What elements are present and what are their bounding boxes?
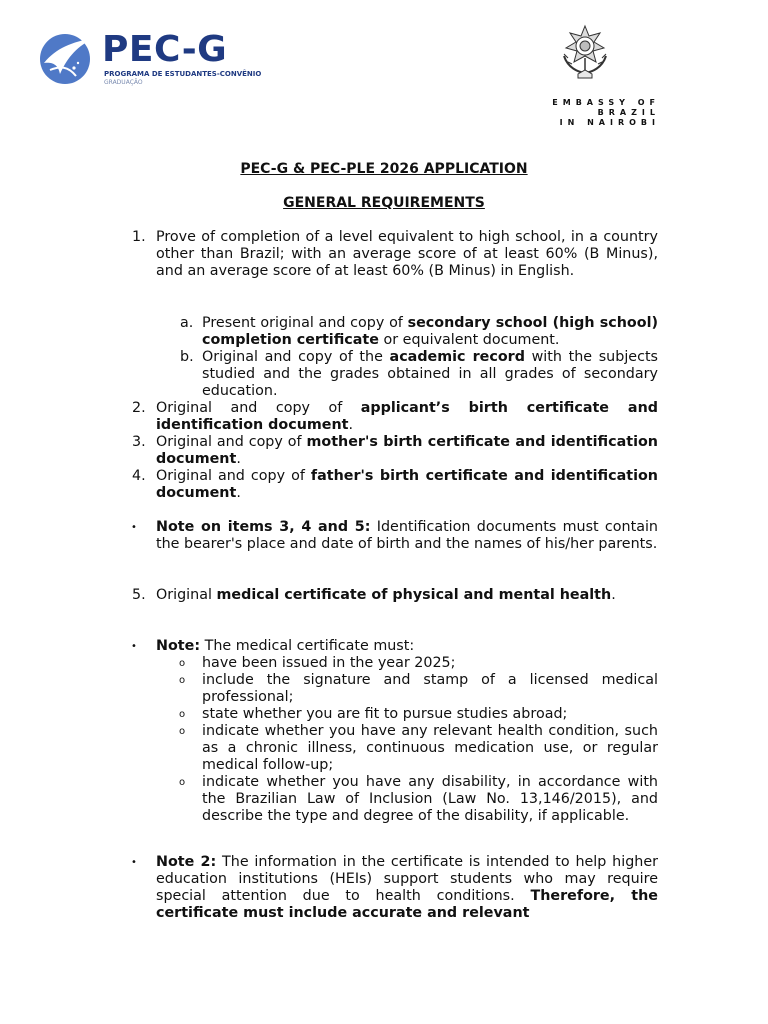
circle-bullet-icon: o bbox=[179, 658, 186, 669]
note-identification bbox=[131, 519, 658, 553]
logo-level: GRADUAÇÃO bbox=[104, 79, 143, 86]
embassy-address bbox=[552, 98, 660, 128]
medical-requirement-1 bbox=[179, 655, 658, 672]
subitem-text: Present original and copy of bbox=[202, 315, 408, 331]
pec-g-logo bbox=[38, 29, 262, 92]
item-text: Original and copy of bbox=[156, 468, 311, 484]
note-medical-certificate bbox=[131, 638, 658, 655]
medical-requirement-4 bbox=[179, 723, 658, 774]
bullet-icon: • bbox=[131, 857, 137, 868]
item-text: Prove of completion of a level equivalent to high school, in a country other than Brazil; with an average score of at least 60% (B Minus), and an average score of at least 60% (B Minus) in English. bbox=[156, 229, 658, 279]
item-emphasis: applicant’s birth certificate and identification document bbox=[156, 400, 658, 433]
subitem-emphasis: academic record bbox=[389, 349, 525, 365]
requirement-subitem-b bbox=[180, 349, 659, 400]
circle-bullet-icon: o bbox=[179, 726, 186, 737]
medical-requirement-2 bbox=[179, 672, 658, 706]
item-text: Original bbox=[156, 587, 217, 603]
item-text: Original and copy of bbox=[156, 434, 307, 450]
pec-g-swoosh-icon bbox=[38, 30, 96, 88]
item-number: 3. bbox=[132, 434, 146, 450]
subitem-text-end: or equivalent document. bbox=[378, 332, 560, 348]
medical-requirement-3 bbox=[179, 706, 658, 723]
item-emphasis: father's birth certificate and identification document bbox=[156, 468, 658, 501]
item-number: 2. bbox=[132, 400, 146, 416]
subitem-emphasis: secondary school (high school) completion certificate bbox=[202, 315, 659, 348]
requirement-item-5 bbox=[132, 587, 658, 604]
item-text-end: . bbox=[236, 485, 241, 501]
note-text: The medical certificate must: bbox=[200, 638, 415, 654]
embassy-line-3: IN NAIROBI bbox=[559, 118, 660, 127]
circle-bullet-icon: o bbox=[179, 709, 186, 720]
subitem-text: Original and copy of the bbox=[202, 349, 390, 365]
medical-requirement-text: include the signature and stamp of a licensed medical professional; bbox=[202, 672, 658, 705]
bullet-icon: • bbox=[131, 641, 137, 652]
logo-title: PEC-G bbox=[102, 29, 228, 70]
document-title: PEC-G & PEC-PLE 2026 APPLICATION bbox=[240, 161, 528, 177]
subitem-label: a. bbox=[180, 315, 194, 331]
embassy-line-1: EMBASSY OF bbox=[552, 98, 660, 107]
item-text: Original and copy of bbox=[156, 400, 361, 416]
medical-requirement-text: state whether you are fit to pursue studies abroad; bbox=[202, 706, 568, 722]
requirement-item-3 bbox=[132, 434, 658, 468]
item-number: 5. bbox=[132, 587, 146, 603]
brazil-coat-of-arms-icon bbox=[556, 22, 614, 82]
document-subtitle: GENERAL REQUIREMENTS bbox=[283, 195, 485, 211]
item-number: 1. bbox=[132, 229, 146, 245]
requirement-item-1 bbox=[132, 229, 658, 280]
medical-requirement-text: have been issued in the year 2025; bbox=[202, 655, 456, 671]
item-number: 4. bbox=[132, 468, 146, 484]
note-heading: Note on items 3, 4 and 5: bbox=[156, 519, 371, 535]
medical-requirement-5 bbox=[179, 774, 658, 825]
medical-requirement-text: indicate whether you have any disability, in accordance with the Brazilian Law of Inclusion (Law No. 13,146/2015), and describe the type and degree of the disability, if applicable. bbox=[202, 774, 658, 824]
subitem-text-end: with the subjects studied and the grades obtained in all grades of secondary education. bbox=[202, 349, 659, 399]
circle-bullet-icon: o bbox=[179, 777, 186, 788]
requirement-item-2 bbox=[132, 400, 658, 434]
circle-bullet-icon: o bbox=[179, 675, 186, 686]
medical-requirement-text: indicate whether you have any relevant health condition, such as a chronic illness, continuous medication use, or regular medical follow-up; bbox=[202, 723, 658, 773]
item-text-end: . bbox=[236, 451, 241, 467]
item-text-end: . bbox=[611, 587, 616, 603]
item-emphasis: medical certificate of physical and mental health bbox=[216, 587, 612, 603]
note-heading: Note: bbox=[156, 638, 201, 654]
note-text: The information in the certificate is intended to help higher education institutions (HEIs) support students who may require special attention due to health conditions. bbox=[156, 854, 658, 904]
note-heading: Note 2: bbox=[156, 854, 217, 870]
note-2 bbox=[131, 854, 658, 922]
embassy-line-2: BRAZIL bbox=[597, 108, 660, 117]
logo-subtitle: PROGRAMA DE ESTUDANTES-CONVÊNIO bbox=[104, 70, 262, 78]
item-emphasis: mother's birth certificate and identification document bbox=[156, 434, 658, 467]
requirement-subitem-a bbox=[180, 315, 659, 349]
item-text-end: . bbox=[348, 417, 354, 433]
subitem-label: b. bbox=[180, 349, 194, 365]
bullet-icon: • bbox=[131, 522, 137, 533]
note-text: Identification documents must contain the bearer's place and date of birth and the names of his/her parents. bbox=[156, 519, 658, 552]
requirement-item-4 bbox=[132, 468, 658, 502]
note-emphasis: Therefore, the certificate must include accurate and relevant bbox=[156, 888, 658, 921]
